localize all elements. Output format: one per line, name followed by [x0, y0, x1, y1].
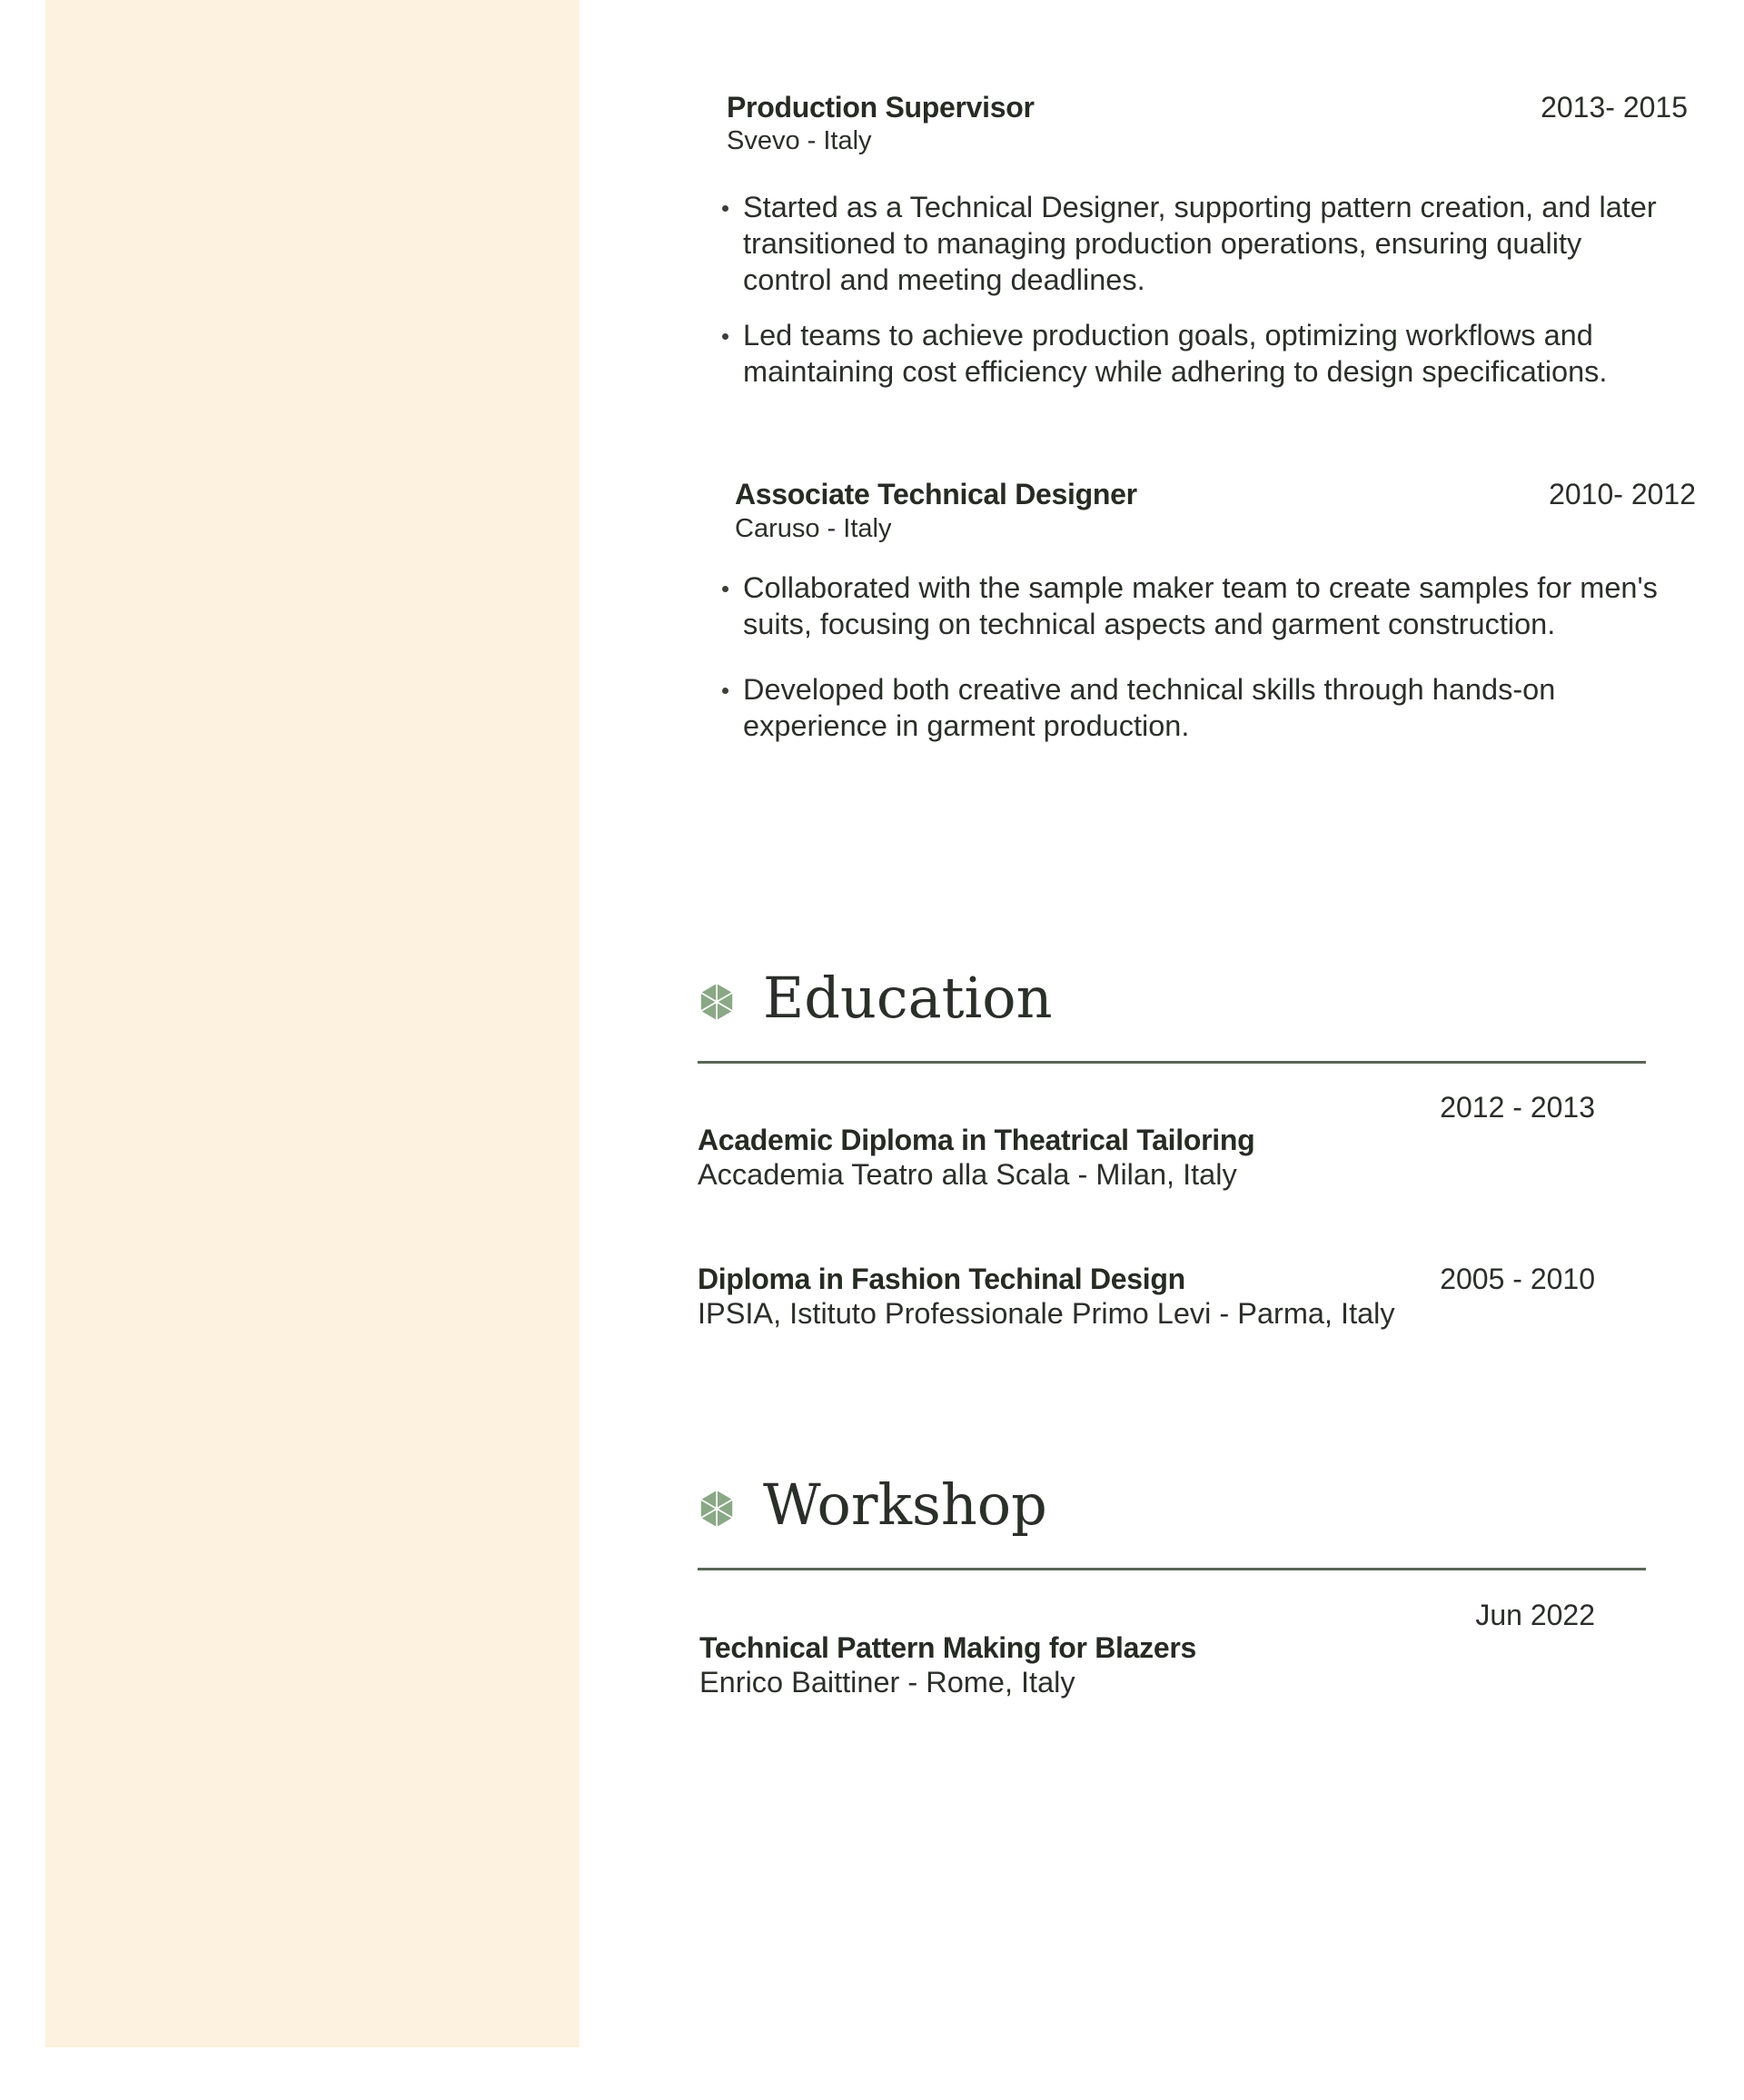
section-divider [698, 1061, 1646, 1064]
education-institution: IPSIA, Istituto Professionale Primo Levi - Parma, Italy [698, 1297, 1395, 1330]
workshop-dates: Jun 2022 [1475, 1599, 1595, 1631]
bullet-item: Collaborated with the sample maker team to create samples for men's suits, focusing on technical aspects and garment construction. [718, 570, 1672, 642]
education-title: Diploma in Fashion Techinal Design [698, 1263, 1185, 1295]
bullet-item: Developed both creative and technical skills through hands-on experience in garment production. [718, 671, 1672, 744]
workshop-title: Technical Pattern Making for Blazers [699, 1631, 1196, 1664]
job-company: Caruso - Italy [735, 514, 892, 543]
section-title-education: Education [763, 965, 1053, 1031]
bullet-item: Led teams to achieve production goals, optimizing workflows and maintaining cost efficiency while adhering to design specifications. [718, 317, 1672, 390]
education-dates: 2005 - 2010 [1440, 1263, 1595, 1295]
job-dates: 2013- 2015 [1541, 91, 1688, 124]
job-dates: 2010- 2012 [1549, 478, 1696, 510]
section-title-workshop: Workshop [763, 1471, 1047, 1538]
job-title: Associate Technical Designer [735, 478, 1137, 510]
job-bullets [718, 189, 1672, 390]
education-institution: Accademia Teatro alla Scala - Milan, Italy [698, 1158, 1237, 1191]
hexagon-icon [698, 982, 736, 1022]
job-bullets [718, 570, 1672, 744]
workshop-instructor: Enrico Baittiner - Rome, Italy [699, 1666, 1075, 1699]
hexagon-icon [698, 1489, 736, 1529]
job-title: Production Supervisor [727, 91, 1035, 124]
section-divider [698, 1568, 1646, 1570]
bullet-item: Started as a Technical Designer, supporting pattern creation, and later transitioned to managing production operations, ensuring quality control and meeting deadlines. [718, 189, 1672, 298]
education-title: Academic Diploma in Theatrical Tailoring [698, 1124, 1255, 1156]
education-dates: 2012 - 2013 [1440, 1091, 1595, 1124]
sidebar-panel [45, 0, 580, 2047]
job-company: Svevo - Italy [727, 126, 872, 155]
